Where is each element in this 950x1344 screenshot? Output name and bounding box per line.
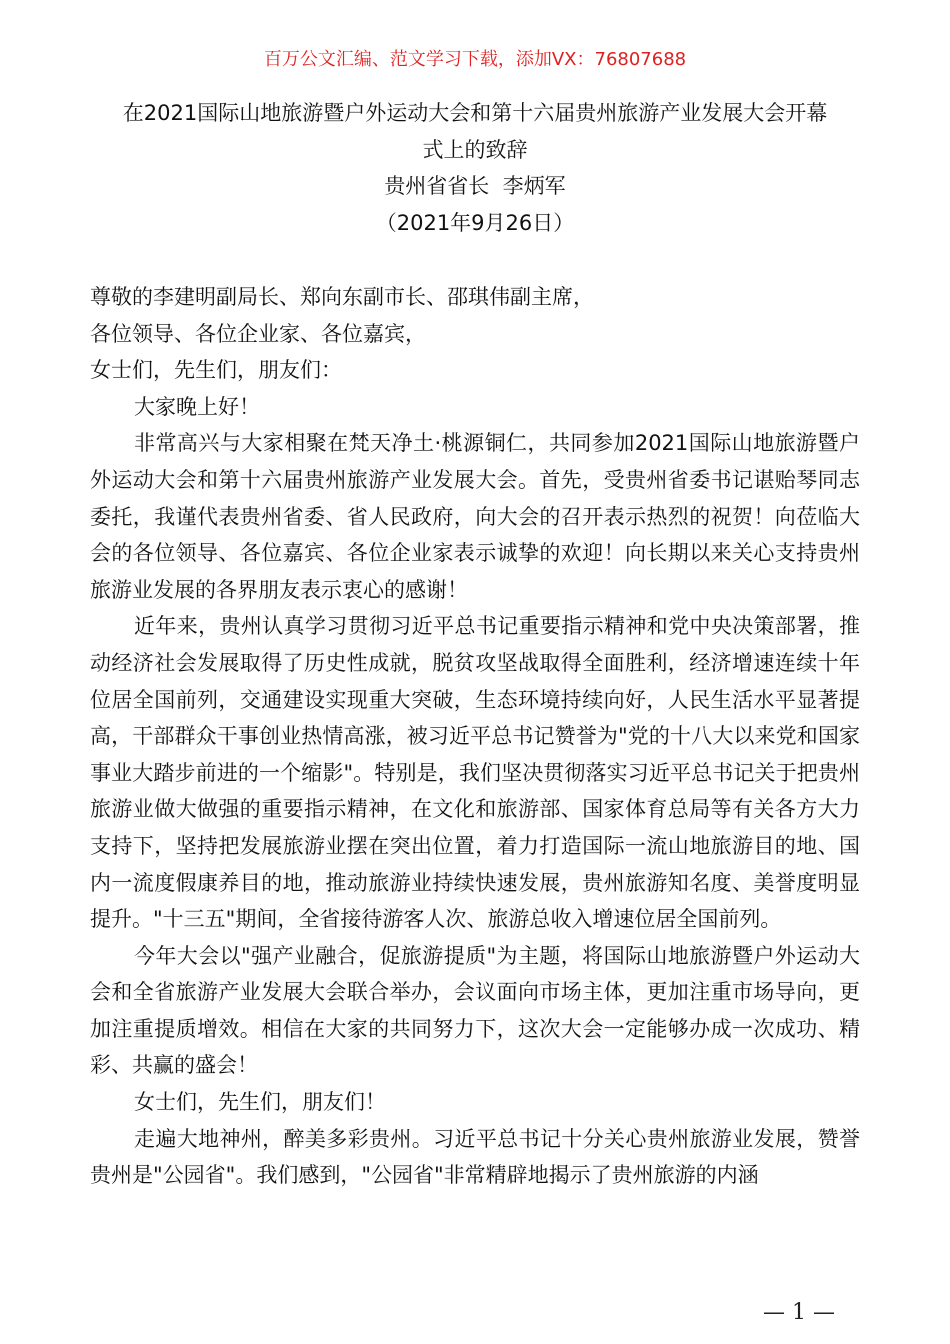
salutation-1: 尊敬的李建明副局长、郑向东副市长、邵琪伟副主席，	[90, 285, 594, 309]
paragraph-greeting: 大家晚上好！	[134, 394, 260, 419]
date-line: （2021年9月26日）	[375, 210, 575, 235]
document-title-line-2: 式上的致辞	[422, 137, 528, 162]
page-number: — 1 —	[763, 1300, 835, 1325]
author-line: 贵州省省长 李炳军	[384, 174, 566, 198]
salutation-2: 各位领导、各位企业家、各位嘉宾，	[90, 321, 426, 346]
watermark-banner: 百万公文汇编、范文学习下载，添加VX：76807688	[263, 49, 687, 70]
document-title-block	[60, 95, 890, 241]
paragraph-park-province: 走遍大地神州，醉美多彩贵州。习近平总书记十分关心贵州旅游业发展，赞誉贵州是"公园省"。我们感到，"公园省"非常精辟地揭示了贵州旅游的内涵	[90, 1126, 860, 1188]
paragraph-welcome: 非常高兴与大家相聚在梵天净土·桃源铜仁，共同参加2021国际山地旅游暨户外运动大会和第十六届贵州旅游产业发展大会。首先，受贵州省委书记谌贻琴同志委托，我谨代表贵州省委、省人民政府，向大会的召开表示热烈的祝贺！向莅临大会的各位领导、各位嘉宾、各位企业家表示诚挚的欢迎！向长期以来关心支持贵州旅游业发展的各界朋友表示衷心的感谢！	[90, 431, 860, 602]
paragraph-achievements: 近年来，贵州认真学习贯彻习近平总书记重要指示精神和党中央决策部署，推动经济社会发展取得了历史性成就，脱贫攻坚战取得全面胜利，经济增速连续十年位居全国前列，交通建设实现重大突破，生态环境持续向好，人民生活水平显著提高，干部群众干事创业热情高涨，被习近平总书记赞誉为"党的十八大以来党和国家事业大踏步前进的一个缩影"。特别是，我们坚决贯彻落实习近平总书记关于把贵州旅游业做大做强的重要指示精神，在文化和旅游部、国家体育总局等有关各方大力支持下，坚持把发展旅游业摆在突出位置，着力打造国际一流山地旅游目的地、国内一流度假康养目的地，推动旅游业持续快速发展，贵州旅游知名度、美誉度明显提升。"十三五"期间，全省接待游客人次、旅游总收入增速位居全国前列。	[90, 614, 860, 932]
document-body	[90, 279, 860, 1194]
salutation-3: 女士们，先生们，朋友们：	[90, 358, 342, 383]
paragraph-theme: 今年大会以"强产业融合，促旅游提质"为主题，将国际山地旅游暨户外运动大会和全省旅游产业发展大会联合举办，会议面向市场主体，更加注重市场导向，更加注重提质增效。相信在大家的共同努力下，这次大会一定能够办成一次成功、精彩、共赢的盛会！	[90, 943, 860, 1078]
paragraph-address: 女士们，先生们，朋友们！	[134, 1090, 386, 1115]
document-title-line-1: 在2021国际山地旅游暨户外运动大会和第十六届贵州旅游产业发展大会开幕	[122, 101, 828, 125]
